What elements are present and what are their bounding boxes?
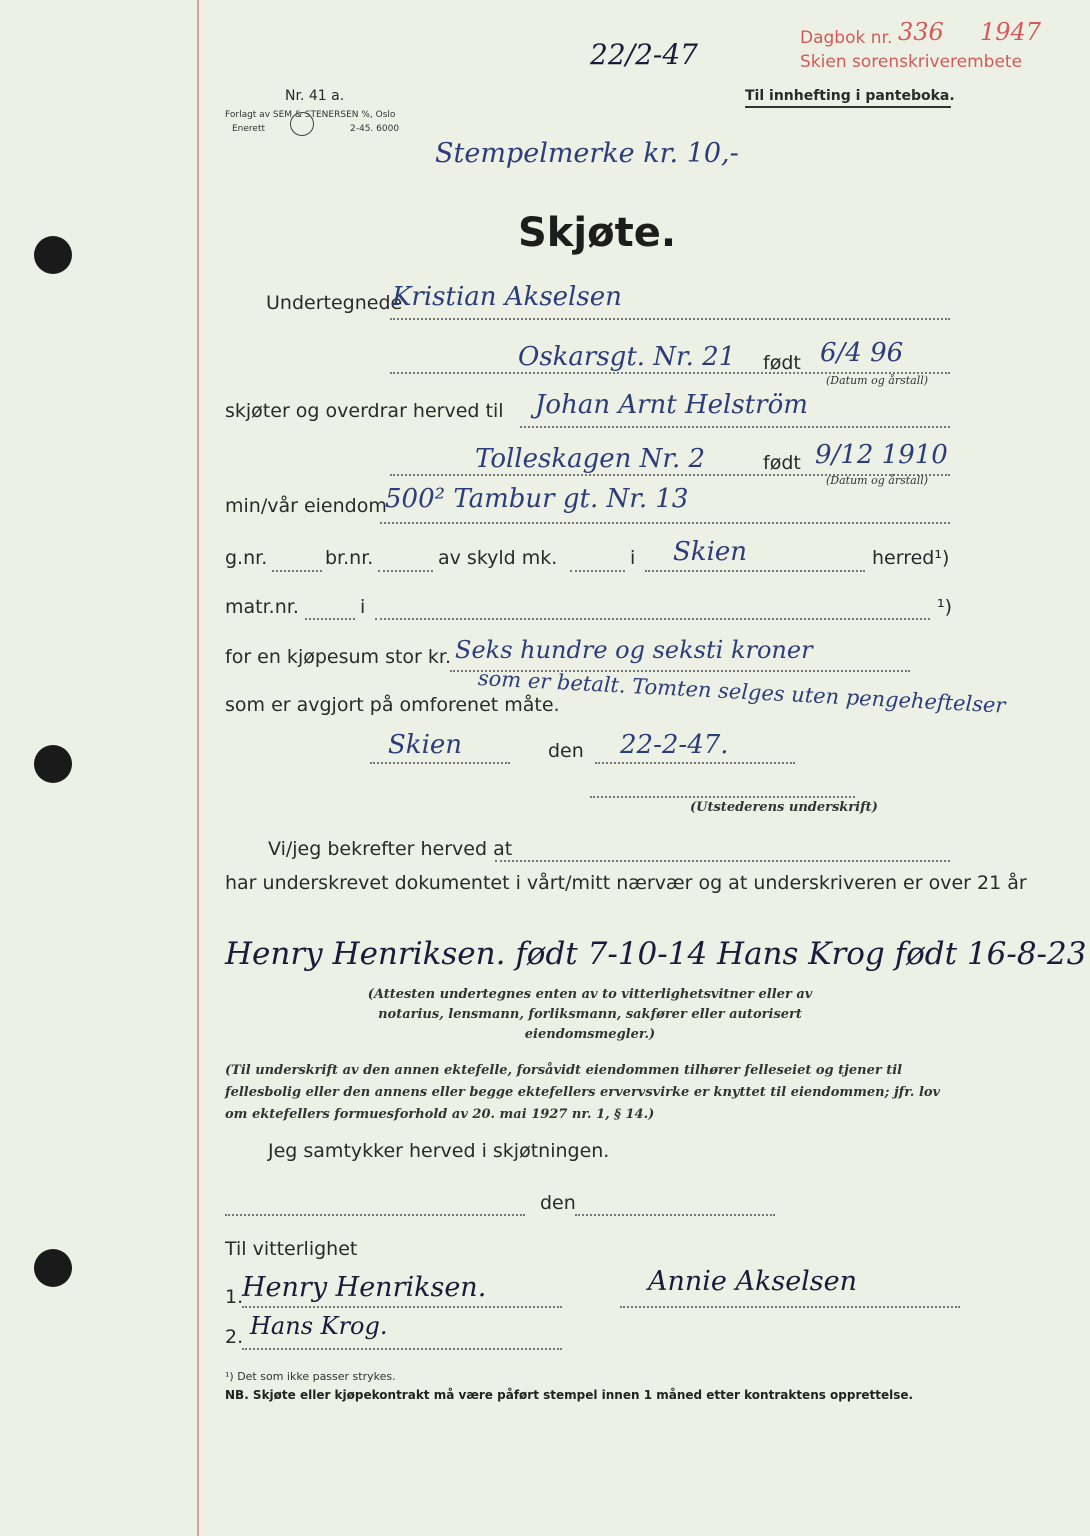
buyer-address: Tolleskagen Nr. 2 [475, 444, 706, 474]
date: 22-2-47. [620, 730, 729, 760]
buyer-name-line [520, 426, 950, 428]
form-number: Nr. 41 a. [285, 88, 345, 104]
handwritten-date: 22/2-47 [590, 38, 698, 71]
footnote-1: ¹) Det som ikke passer strykes. [225, 1370, 396, 1383]
matr-label: matr.nr. [225, 596, 299, 618]
publisher-logo-icon [290, 112, 314, 136]
pantebok-label: Til innhefting i panteboka. [745, 88, 955, 104]
date-line [595, 762, 795, 764]
confirm-line-2: har underskrevet dokumentet i vårt/mitt nærvær og at underskriveren er over 21 år [225, 872, 1027, 894]
punch-hole [34, 1249, 72, 1287]
seller-born-label: født [763, 352, 801, 374]
skyld-line [570, 570, 625, 572]
buyer-born: 9/12 1910 [815, 440, 948, 470]
municipality-line [645, 570, 865, 572]
attest-note: (Attesten undertegnes enten av to vitterlighetsvitner eller av notarius, lensmann, forliksmann, sakfører eller autorisert eiendomsmegler.) [367, 987, 813, 1042]
witness2-signature: Hans Krog. [250, 1312, 388, 1340]
witness2-number: 2. [225, 1326, 244, 1348]
municipality: Skien [673, 537, 748, 567]
buyer-born-label: født [763, 452, 801, 474]
seller-address: Oskarsgt. Nr. 21 [518, 342, 736, 372]
matr-note: ¹) [937, 596, 953, 618]
gnr-line [272, 570, 322, 572]
issuer-signature-label: (Utstederens underskrift) [690, 800, 878, 815]
matr-i-line [375, 618, 930, 620]
witness1-line [242, 1306, 562, 1308]
transfer-label: skjøter og overdrar herved til [225, 400, 504, 422]
property-line [380, 522, 950, 524]
date-hint: (Datum og årstall) [826, 374, 929, 387]
spouse-line [620, 1306, 960, 1308]
stamp-label: Dagbok nr. [800, 28, 893, 48]
witness2-line [242, 1348, 562, 1350]
issuer-signature-line [590, 796, 855, 798]
stamp-number: 336 [898, 18, 944, 46]
place: Skien [388, 730, 463, 760]
place-line [370, 762, 510, 764]
price-extra: som er betalt. Tomten selges uten pengeheftelser [477, 666, 1007, 718]
consent-den: den [540, 1192, 576, 1214]
vitterlighet-label: Til vitterlighet [225, 1238, 358, 1260]
brnr-line [378, 570, 433, 572]
settled-label: som er avgjort på omforenet måte. [225, 694, 560, 716]
property-label: min/vår eiendom [225, 495, 387, 517]
witness1-signature: Henry Henriksen. [242, 1272, 487, 1303]
price-value: Seks hundre og seksti kroner [455, 636, 813, 664]
seller-name: Kristian Akselsen [392, 282, 622, 312]
matr-line [305, 618, 355, 620]
stamp-note: Stempelmerke kr. 10,- [435, 138, 739, 169]
matr-i: i [360, 596, 366, 618]
seller-name-line [390, 318, 950, 320]
undertegnede-label: Undertegnede [266, 292, 403, 314]
margin-line [197, 0, 199, 1536]
stamp-office: Skien sorenskriverembete [800, 52, 1023, 72]
i-label: i [630, 547, 636, 569]
brnr-label: br.nr. [325, 547, 374, 569]
publisher-line1: Forlagt av SEM & STENERSEN %, Oslo [225, 110, 396, 120]
punch-hole [34, 745, 72, 783]
herred-label: herred¹) [872, 547, 950, 569]
consent-place-line [225, 1214, 525, 1216]
buyer-name: Johan Arnt Helström [535, 390, 808, 420]
consent: Jeg samtykker herved i skjøtningen. [268, 1140, 610, 1162]
confirm-line [495, 860, 950, 862]
footnote-2: NB. Skjøte eller kjøpekontrakt må være påført stempel innen 1 måned etter kontraktens opprettelse. [225, 1388, 914, 1402]
print-code: 2-45. 6000 [350, 124, 400, 134]
witness-line: Henry Henriksen. født 7-10-14 Hans Krog født 16-8-23 [225, 936, 1087, 972]
stamp-year: 1947 [980, 18, 1042, 46]
spouse-signature: Annie Akselsen [648, 1266, 858, 1297]
witness1-number: 1. [225, 1286, 244, 1308]
seller-born: 6/4 96 [820, 338, 904, 368]
publisher-line2: Enerett [232, 124, 266, 134]
skyld-label: av skyld mk. [438, 547, 558, 569]
document-title: Skjøte. [518, 210, 677, 256]
consent-date-line [575, 1214, 775, 1216]
confirm-line-1: Vi/jeg bekrefter herved at [268, 838, 513, 860]
pantebok-underline [745, 106, 951, 108]
den-label: den [548, 740, 584, 762]
property-value: 500² Tambur gt. Nr. 13 [385, 484, 689, 514]
punch-hole [34, 236, 72, 274]
date-hint-2: (Datum og årstall) [826, 474, 929, 487]
gnr-label: g.nr. [225, 547, 268, 569]
price-label: for en kjøpesum stor kr. [225, 646, 452, 668]
spouse-note: (Til underskrift av den annen ektefelle, forsåvidt eiendommen tilhører felleseiet og tjener til fellesbolig eller den annens eller begge ektefellers ervervsvirke er knyttet til eiendommen; jfr. lov om ektefellers formuesforhold av 20. mai 1927 nr. 1, § 14.) [225, 1063, 941, 1122]
